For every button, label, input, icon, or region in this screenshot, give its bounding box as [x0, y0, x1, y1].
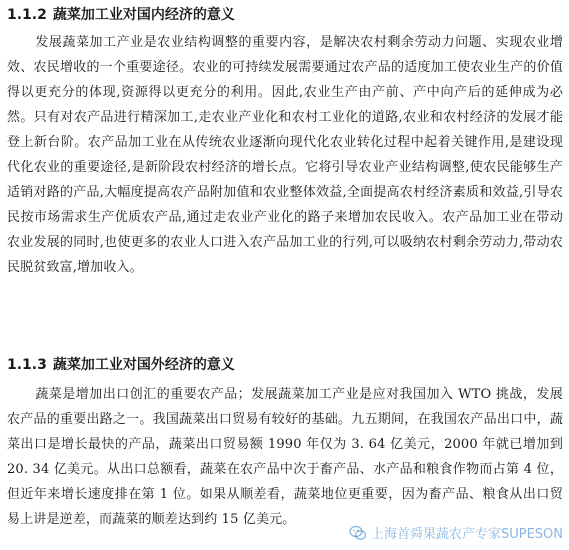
section-paragraph-1-1-2 — [7, 30, 563, 280]
watermark-text: 上海首舜果蔬农产专家SUPESON — [370, 527, 563, 542]
section-paragraph-1-1-3 — [7, 382, 563, 532]
section-heading-1-1-3 — [7, 354, 235, 374]
section-heading-1-1-2 — [7, 4, 235, 24]
paragraph-text: 蔬菜是增加出口创汇的重要农产品；发展蔬菜加工产业是应对我国加入 WTO 挑战，发展农产品的重要出路之一。我国蔬菜出口贸易有较好的基础。九五期间，在我国农产品出口中，蔬菜出口是增长最快的产品，蔬菜出口贸易额 1990 年仅为 3. 64 亿美元，2000 年就已增加到 20. 34 亿美元。从出口总额看，蔬菜在农产品中次于畜产品、水产品和粮食作物而占第 4 位，但近年来增长速度排在第 1 位。如果从顺差看，蔬菜地位更重要，因为畜产品、粮食从出口贸易上讲是逆差，而蔬菜的顺差达到约 15 亿美元。 — [7, 387, 563, 527]
section-number: 1.1.2 — [7, 7, 47, 23]
section-title: 蔬菜加工业对国内经济的意义 — [52, 7, 235, 23]
paragraph-text: 发展蔬菜加工产业是农业结构调整的重要内容，是解决农村剩余劳动力问题、实现农业增效、农民增收的一个重要途径。农业的可持续发展需要通过农产品的适度加工使农业生产的价值得以更充分的体现,资源得以更充分的利用。因此,农业生产由产前、产中向产后的延伸成为必然。只有对农产品进行精深加工,走农业产业化和农村工业化的道路,农业和农村经济的发展才能登上新台阶。农产品加工业在从传统农业逐渐向现代化农业转化过程中起着关键作用,是建设现代化农业的重要途径,是新阶段农村经济的增长点。它将引导农业产业结构调整,使农民能够生产适销对路的产品,大幅度提高农产品附加值和农业整体效益,全面提高农村经济素质和效益,引导农民按市场需求生产优质农产品,通过走农业产业化的路子来增加农民收入。农产品加工业在带动农业发展的同时,也使更多的农业人口进入农产品加工业的行列,可以吸纳农村剩余劳动力,带动农民脱贫致富,增加收入。 — [7, 35, 563, 275]
watermark — [349, 523, 563, 542]
section-number: 1.1.3 — [7, 357, 47, 373]
section-title: 蔬菜加工业对国外经济的意义 — [52, 357, 235, 373]
wechat-icon — [349, 524, 367, 542]
